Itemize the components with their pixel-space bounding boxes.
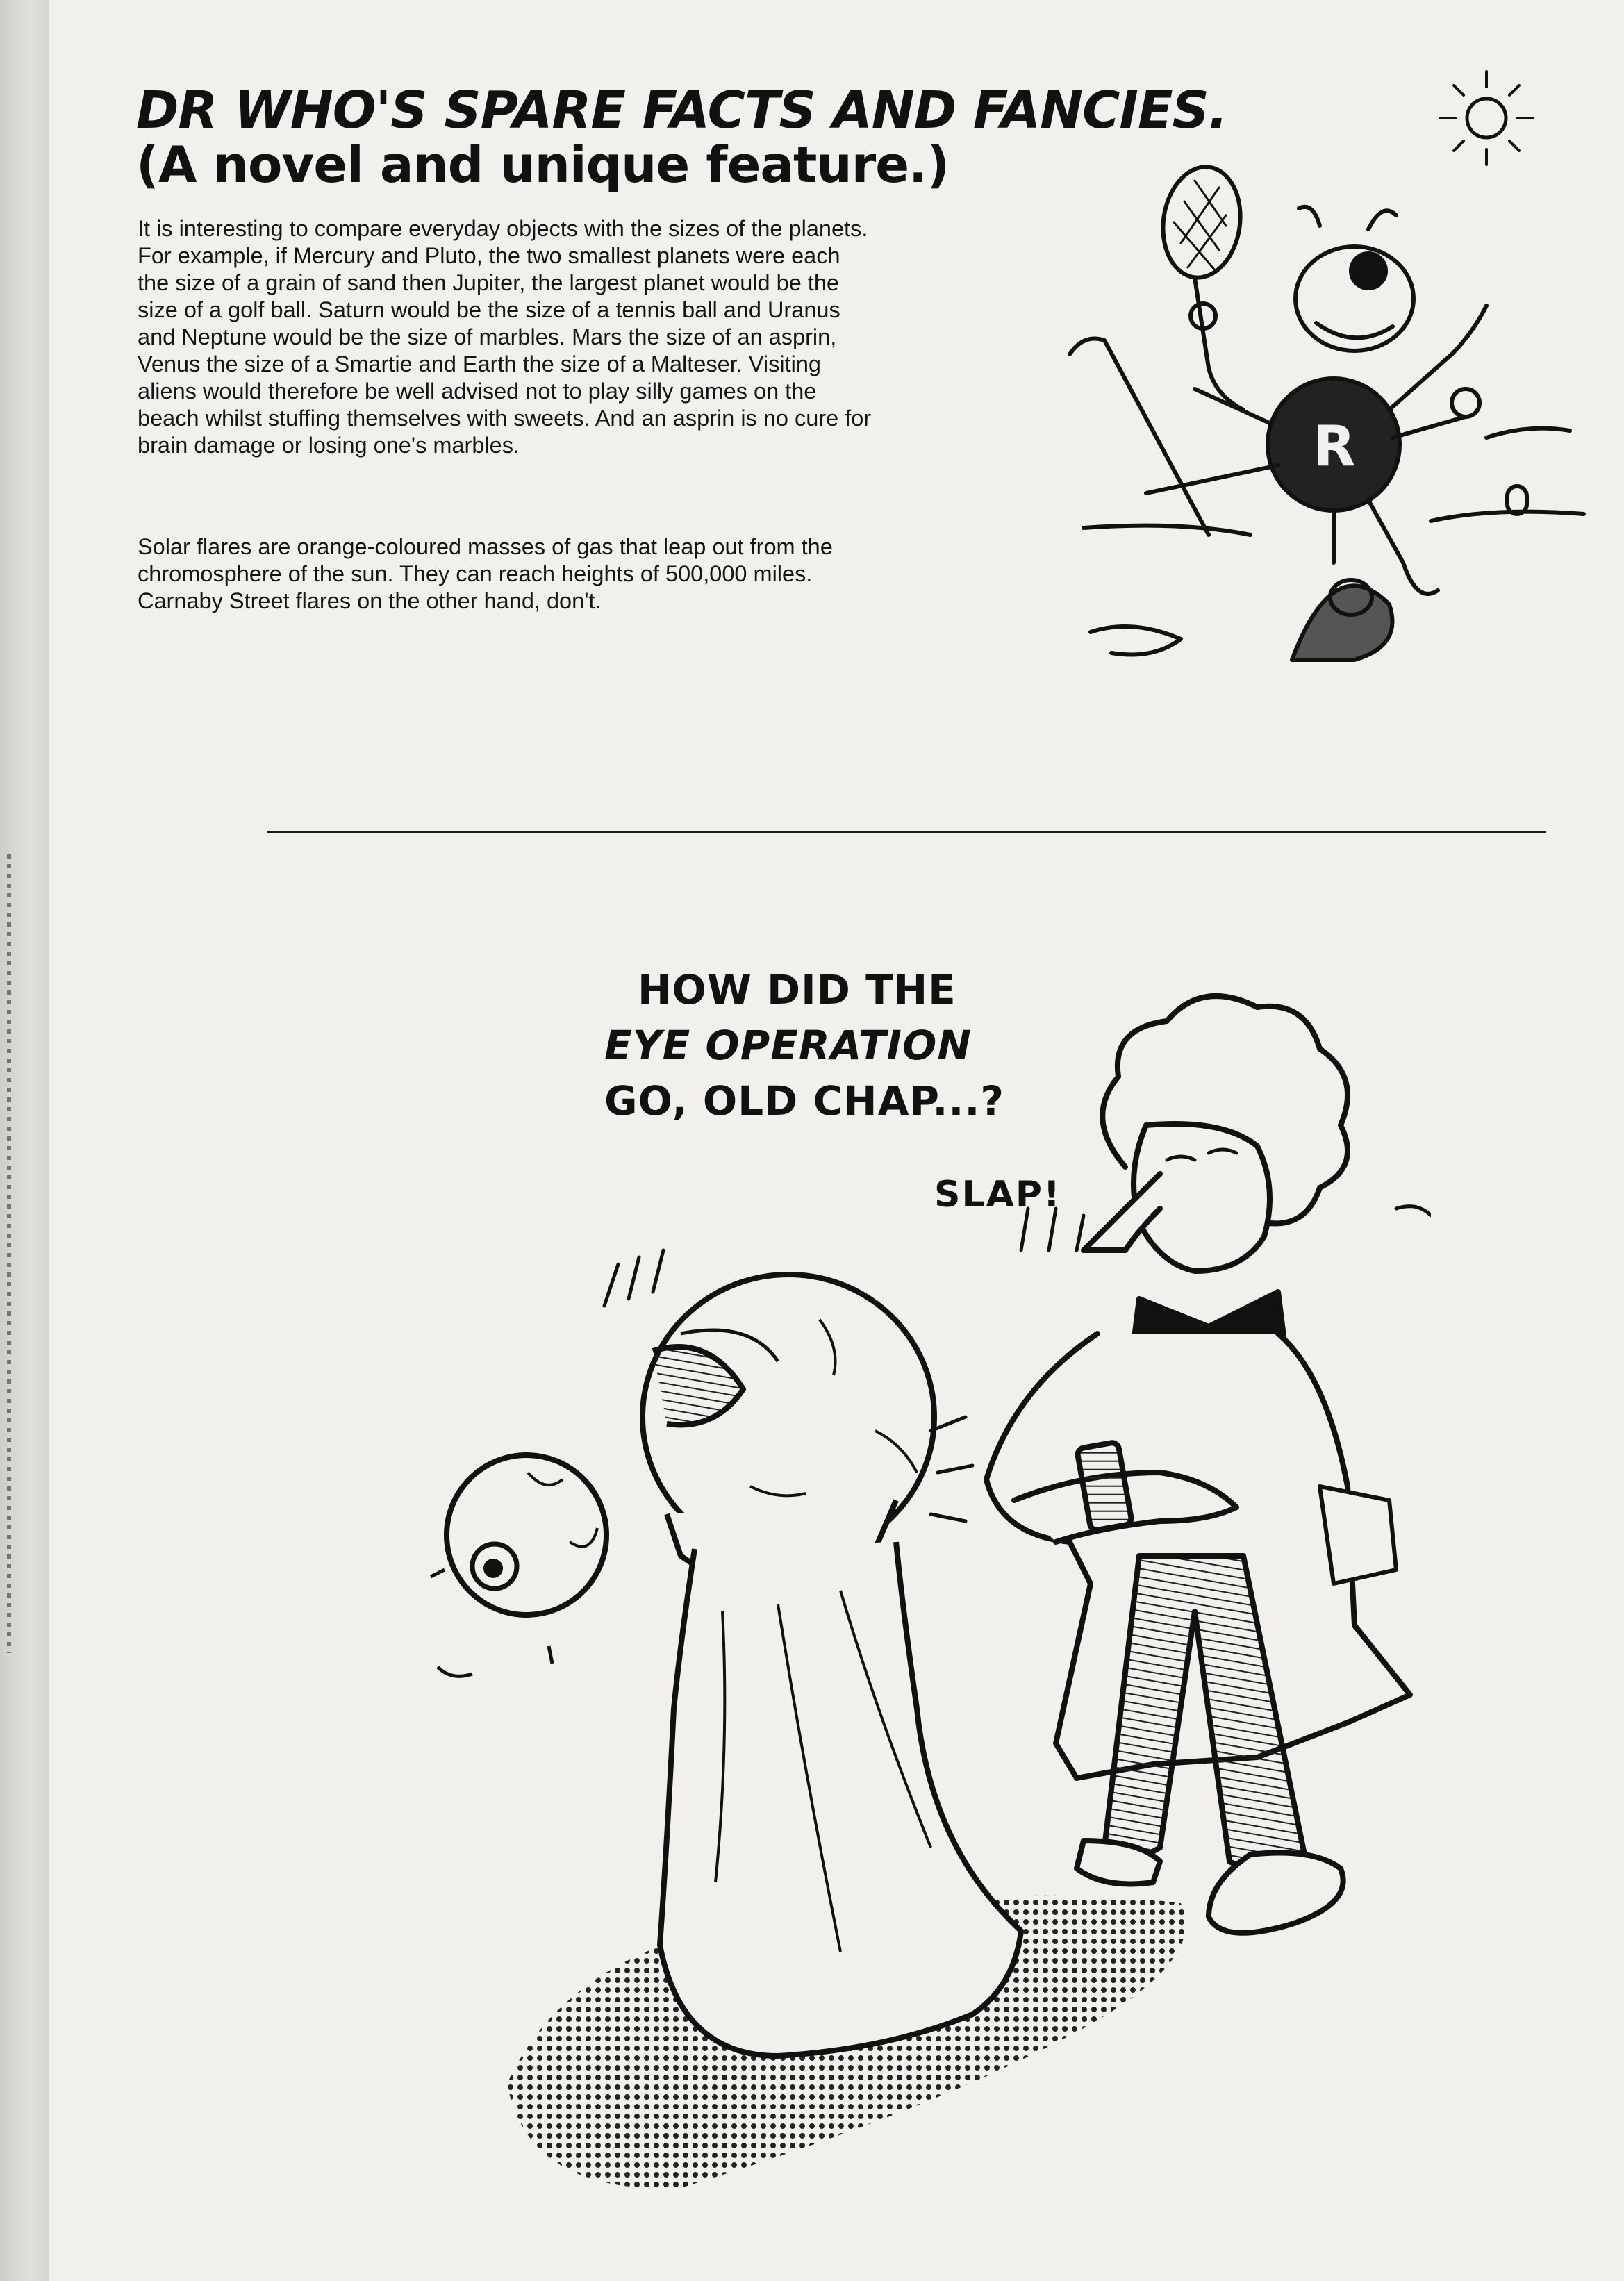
article-subtitle: (A novel and unique feature.) <box>136 135 950 194</box>
beach-alien-illustration <box>1042 160 1598 702</box>
svg-text:R: R <box>1313 414 1356 479</box>
article-paragraph-solar-flares: Solar flares are orange-coloured masses of gas that leap out from the chromosphere of the sun. They can reach heights of 500,000 miles. Carnaby Street flares on the other hand, don't. <box>138 534 833 613</box>
speech-line-2: EYE OPERATION <box>604 1022 972 1069</box>
spine-binding-marks <box>7 854 11 1653</box>
article-paragraph-planets: It is interesting to compare everyday objects with the sizes of the planets. For example, if Mercury and Pluto, the two smallest planets were each the size of a grain of sand then Jupiter, the largest planet would be the size of a golf ball. Saturn would be the size of a tennis ball and Uranus and Neptune would be the size of marbles. Mars the size of an asprin, Venus the size of a Smartie and Earth the size of a Malteser. Visiting aliens would therefore be well advised not to play silly games on the beach whilst stuffing themselves with sweets. And an asprin is no cure for brain damage or losing one's marbles. <box>138 216 872 458</box>
cartoon-scene <box>389 945 1431 2209</box>
sun-icon <box>1434 66 1539 170</box>
page-spine <box>0 0 49 2281</box>
slap-sound-effect: SLAP! <box>934 1174 1061 1216</box>
eyeball-illustration <box>431 1455 606 1676</box>
alien-monster-illustration <box>643 1275 1021 2056</box>
speech-line-3: GO, OLD CHAP...? <box>604 1077 1005 1125</box>
section-divider <box>267 831 1546 833</box>
speech-line-1: HOW DID THE <box>638 966 956 1013</box>
doctor-character-illustration <box>986 996 1410 1933</box>
article-title: DR WHO'S SPARE FACTS AND FANCIES. <box>136 81 1227 140</box>
